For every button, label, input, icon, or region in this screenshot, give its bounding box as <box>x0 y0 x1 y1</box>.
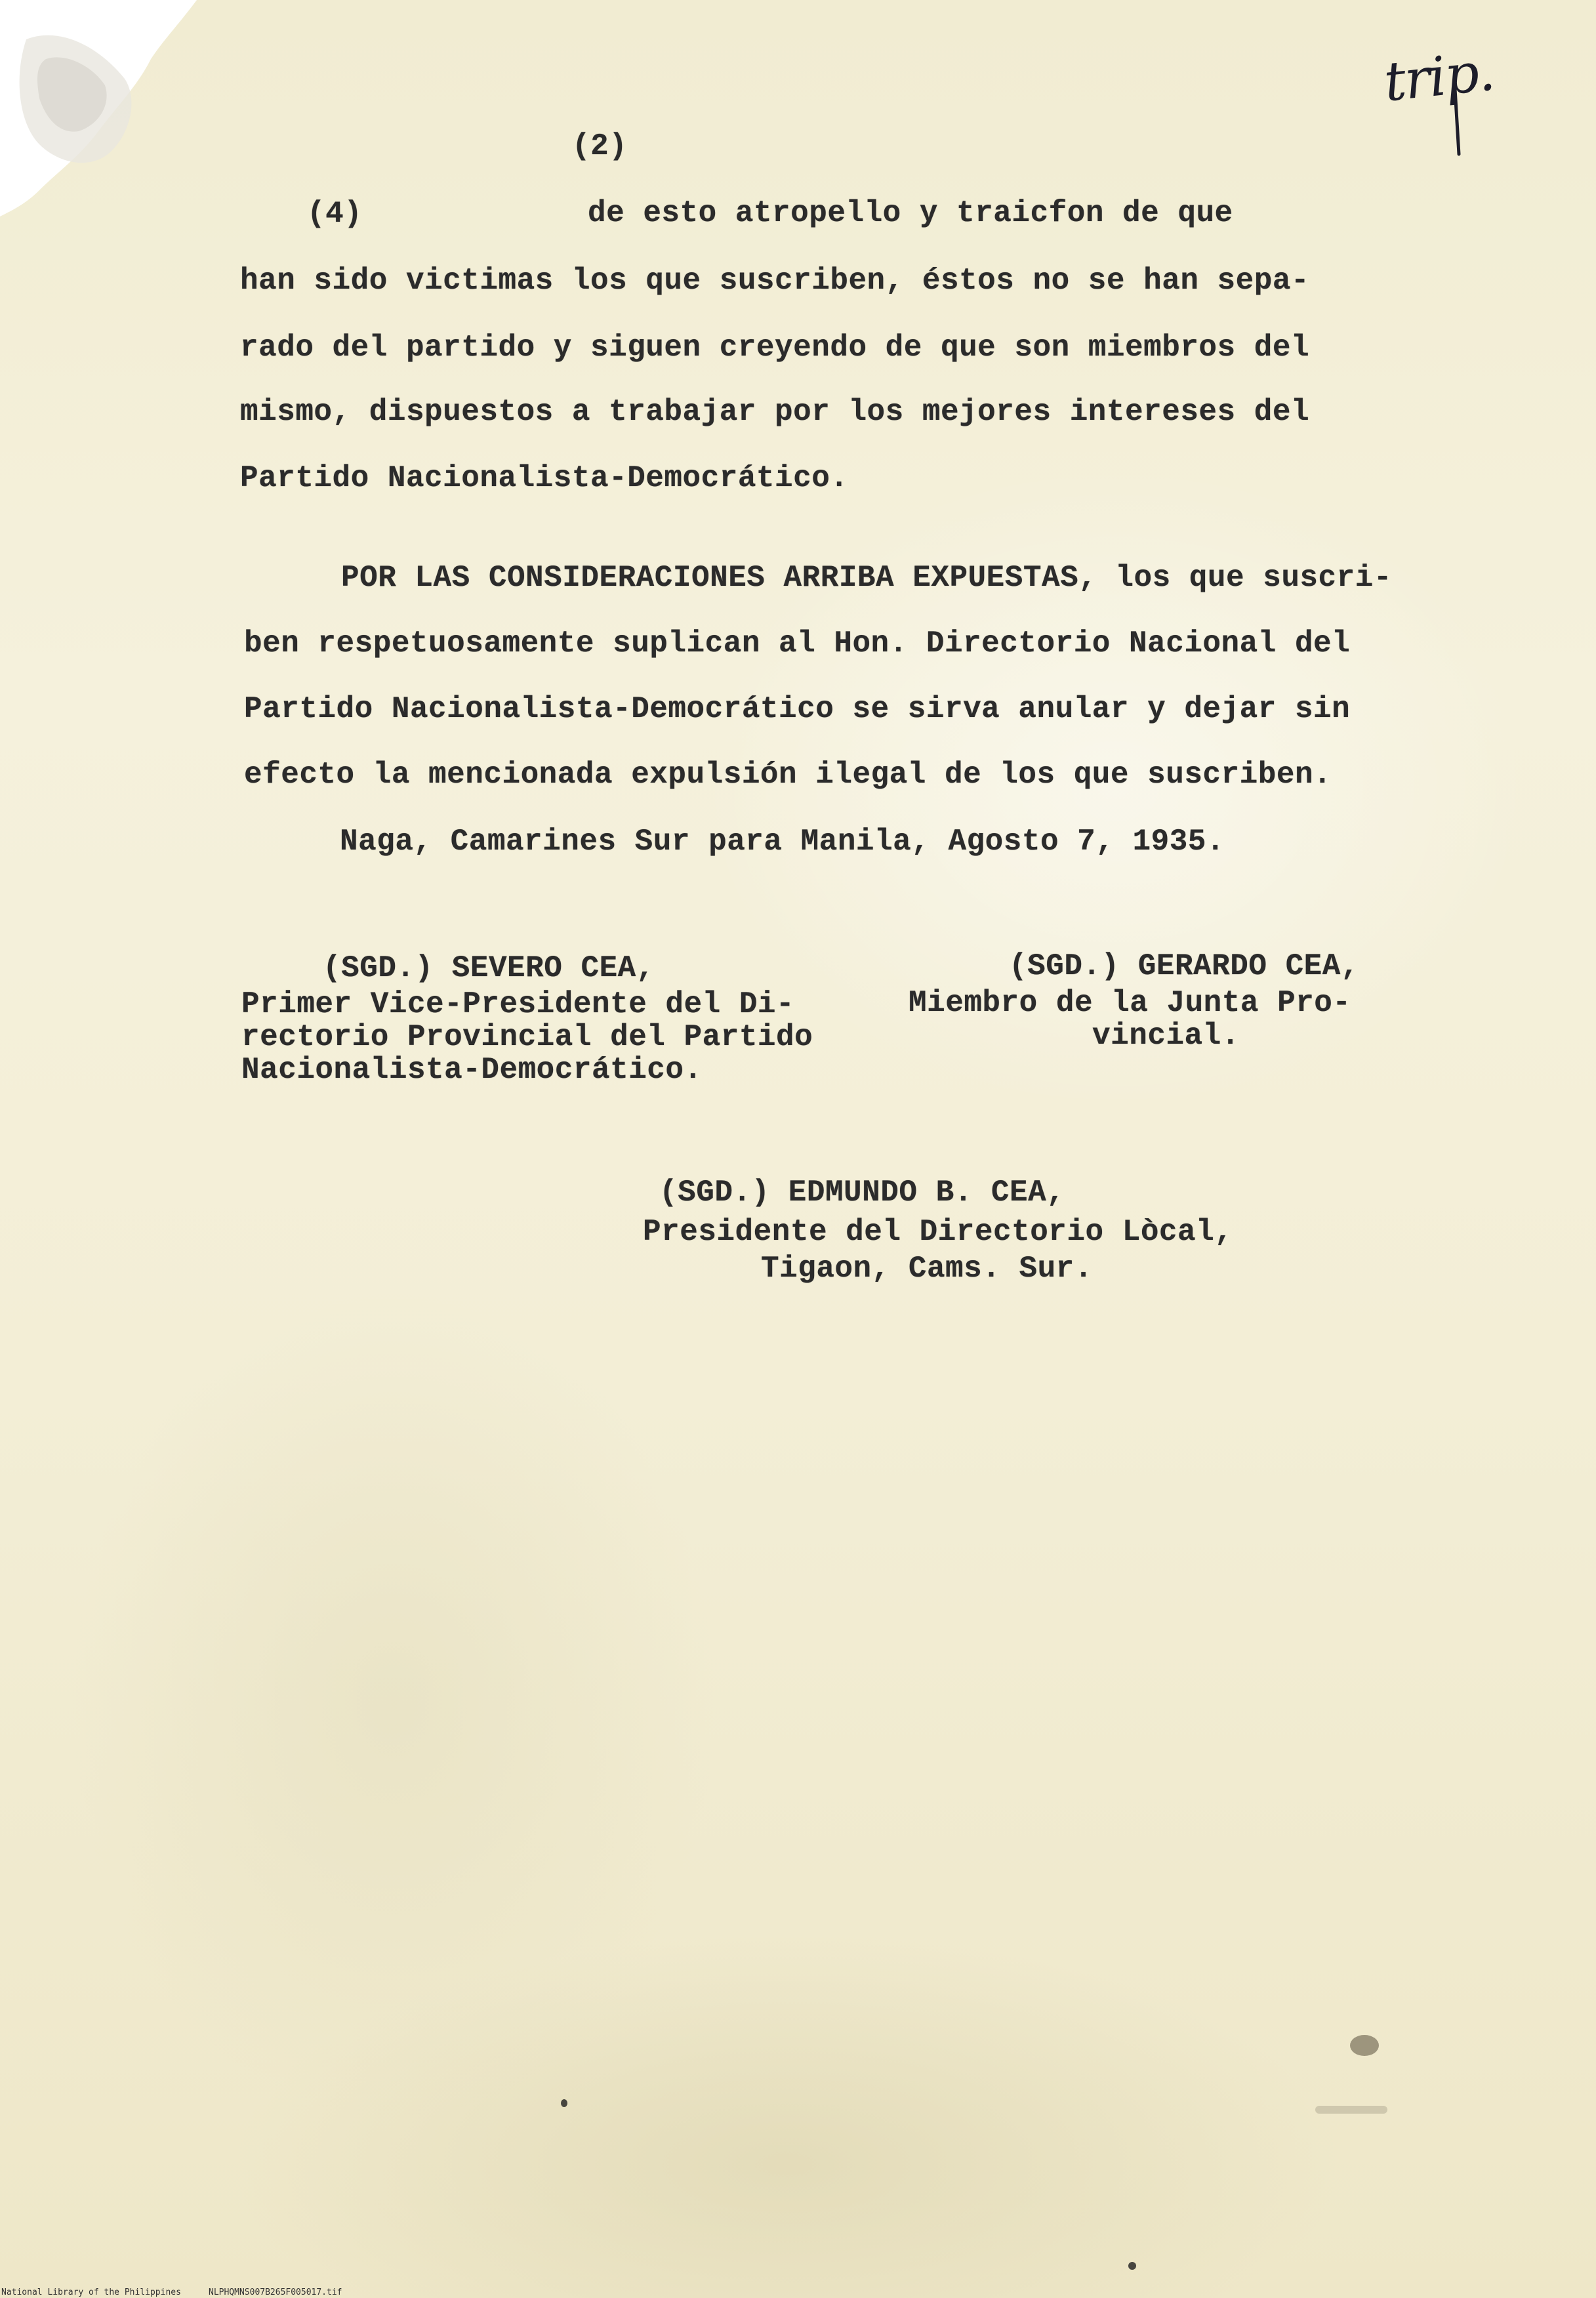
paper-stain <box>1350 2035 1379 2056</box>
signature-line: Presidente del Directorio Lòcal, <box>643 1215 1233 1249</box>
signature-line: Nacionalista-Democrático. <box>241 1053 703 1087</box>
paragraph-line: han sido victimas los que suscriben, éstos no se han sepa- <box>240 264 1310 298</box>
annotation-stroke <box>1443 85 1469 157</box>
paragraph-line: Partido Nacionalista-Democrático se sirva anular y dejar sin <box>244 692 1351 726</box>
handwritten-annotation: trip. <box>1381 40 1497 114</box>
signature-line: Miembro de la Junta Pro- <box>909 986 1351 1020</box>
signature-line: Primer Vice-Presidente del Di- <box>241 987 795 1021</box>
signature-line: rectorio Provincial del Partido <box>241 1020 813 1054</box>
paragraph-line: efecto la mencionada expulsión ilegal de los que suscriben. <box>244 758 1332 792</box>
paper-speck <box>561 2099 567 2107</box>
place-and-date: Naga, Camarines Sur para Manila, Agosto 7, 1935. <box>340 825 1225 859</box>
paragraph-line: de esto atropello y traicfon de que <box>588 196 1233 230</box>
footer-library: National Library of the Philippines <box>1 2288 181 2297</box>
section-marker: (4) <box>307 197 363 231</box>
paragraph-line: mismo, dispuestos a trabajar por los mejores intereses del <box>240 395 1310 429</box>
signature-line: vincial. <box>1092 1019 1240 1053</box>
signature-line: (SGD.) SEVERO CEA, <box>323 951 655 985</box>
page-number: (2) <box>572 129 628 163</box>
paper-mark <box>1315 2106 1387 2114</box>
signature-line: (SGD.) GERARDO CEA, <box>1009 949 1359 983</box>
paragraph-line: ben respetuosamente suplican al Hon. Directorio Nacional del <box>244 626 1351 661</box>
paragraph-line: rado del partido y siguen creyendo de que son miembros del <box>240 331 1310 365</box>
paragraph-line: POR LAS CONSIDERACIONES ARRIBA EXPUESTAS, los que suscri- <box>341 561 1392 595</box>
footer-file-id: NLPHQMNS007B265F005017.tif <box>209 2288 342 2297</box>
paper-speck <box>1128 2262 1136 2270</box>
signature-line: (SGD.) EDMUNDO B. CEA, <box>659 1176 1065 1210</box>
signature-line: Tigaon, Cams. Sur. <box>761 1252 1093 1286</box>
torn-corner <box>0 0 216 216</box>
paragraph-line: Partido Nacionalista-Democrático. <box>240 461 849 495</box>
